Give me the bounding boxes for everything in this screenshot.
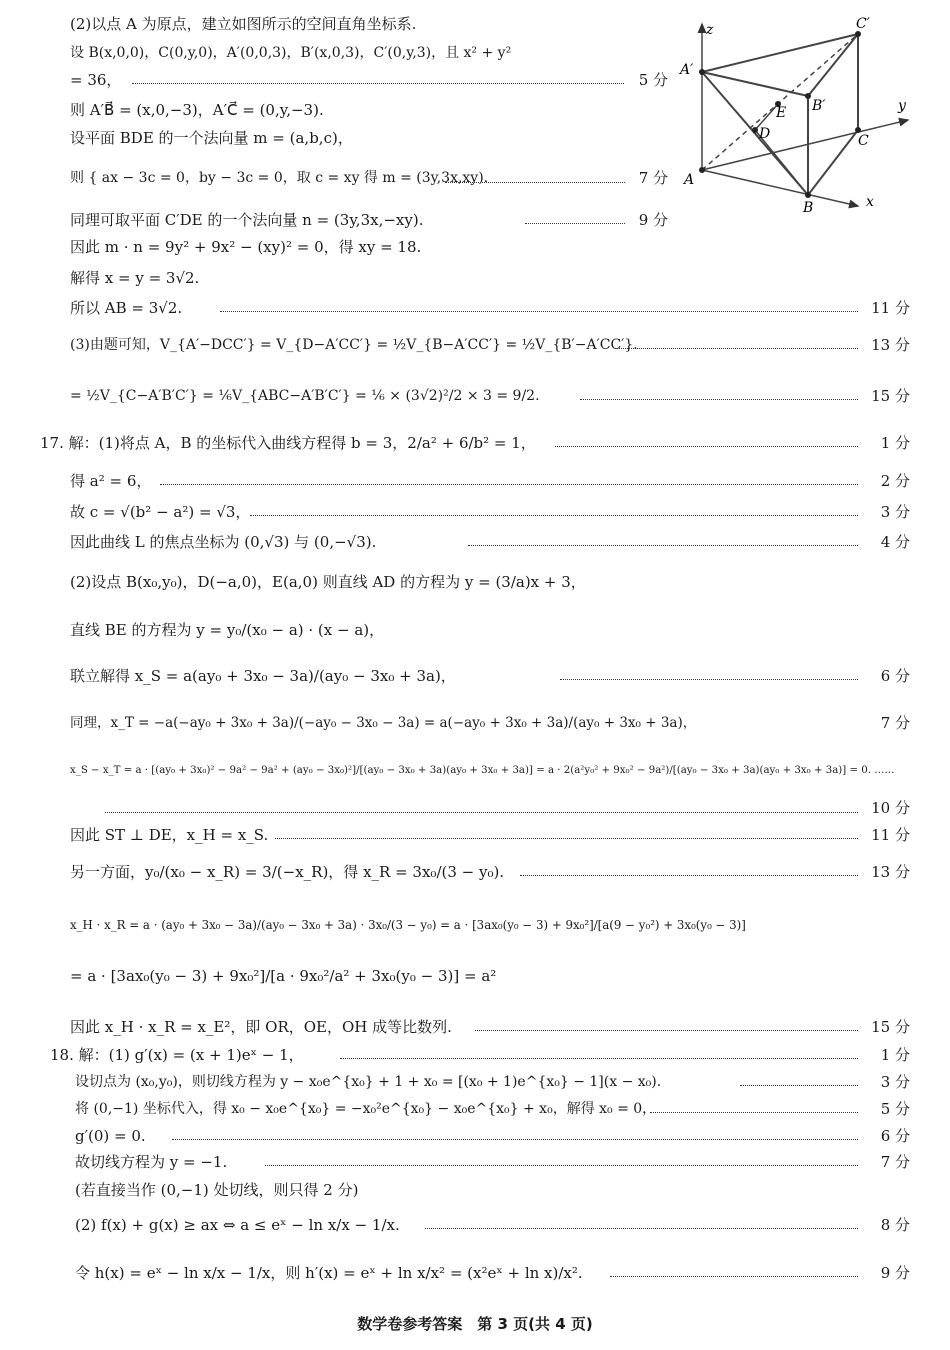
score-label: 9 分 xyxy=(880,1264,910,1282)
score-label: 13 分 xyxy=(871,336,910,354)
text-line: 同理可取平面 C′DE 的一个法向量 n = (3y,3x,−xy). xyxy=(70,211,424,229)
text-line: 将 (0,−1) 坐标代入，得 x₀ − x₀e^{x₀} = −x₀²e^{x₀} − x₀e^{x₀} + x₀，解得 x₀ = 0， xyxy=(75,1101,657,1117)
label-b: B xyxy=(803,200,814,216)
text-line: 另一方面，y₀/(x₀ − x_R) = 3/(−x_R)，得 x_R = 3x₀/(3 − y₀). xyxy=(70,863,505,881)
dot-leader xyxy=(475,1030,858,1031)
text-line: 解得 x = y = 3√2. xyxy=(70,269,200,287)
dot-leader xyxy=(220,311,858,312)
text-line: 直线 BE 的方程为 y = y₀/(x₀ − a) · (x − a)， xyxy=(70,621,385,639)
text-line: 联立解得 x_S = a(ay₀ + 3x₀ − 3a)/(ay₀ − 3x₀ + 3a)， xyxy=(70,667,456,685)
text-line: 设 B(x,0,0)，C(0,y,0)，A′(0,0,3)，B′(x,0,3)，C′(0,y,3)，且 x² + y² xyxy=(70,45,512,61)
geometry-figure xyxy=(670,12,930,217)
dot-leader xyxy=(740,1085,858,1086)
text-line: = ½V_{C−A′B′C′} = ⅙V_{ABC−A′B′C′} = ⅙ × (3√2)²/2 × 3 = 9/2. xyxy=(70,388,540,404)
text-line: (若直接当作 (0,−1) 处切线，则只得 2 分) xyxy=(75,1181,359,1199)
label-d: D xyxy=(759,126,771,142)
point-b xyxy=(805,192,811,198)
dot-leader xyxy=(445,182,625,183)
text-line: 令 h(x) = eˣ − ln x/x − 1/x，则 h′(x) = eˣ + ln x/x² = (x²eˣ + ln x)/x². xyxy=(75,1264,583,1282)
score-label: 3 分 xyxy=(880,1073,910,1091)
score-label: 7 分 xyxy=(880,714,910,732)
text-line: 同理，x_T = −a(−ay₀ + 3x₀ + 3a)/(−ay₀ − 3x₀ − 3a) = a(−ay₀ + 3x₀ + 3a)/(ay₀ + 3x₀ + 3a)， xyxy=(70,715,697,731)
label-z: z xyxy=(706,22,714,38)
edge-b-c xyxy=(808,130,858,195)
dot-leader xyxy=(615,348,858,349)
dot-leader xyxy=(580,399,858,400)
text-line: = 36， xyxy=(70,71,122,89)
score-label: 9 分 xyxy=(638,211,668,229)
score-label: 6 分 xyxy=(880,1127,910,1145)
dot-leader xyxy=(265,1165,858,1166)
text-line: 所以 AB = 3√2. xyxy=(70,299,183,317)
y-axis xyxy=(702,120,908,170)
text-line: 因此曲线 L 的焦点坐标为 (0,√3) 与 (0,−√3). xyxy=(70,533,377,551)
dot-leader xyxy=(172,1139,858,1140)
label-c1: C′ xyxy=(856,16,870,32)
page-footer: 数学卷参考答案 第 3 页(共 4 页) xyxy=(357,1315,593,1333)
point-b1 xyxy=(805,93,811,99)
dot-leader xyxy=(132,83,624,84)
text-line: (2)设点 B(x₀,y₀)，D(−a,0)，E(a,0) 则直线 AD 的方程为 y = (3/a)x + 3， xyxy=(70,573,586,591)
label-a: A xyxy=(684,172,695,188)
text-line: 设平面 BDE 的一个法向量 m = (a,b,c)， xyxy=(70,129,353,147)
text-line: (3)由题可知，V_{A′−DCC′} = V_{D−A′CC′} = ½V_{B−A′CC′} = ½V_{B′−A′CC′}. xyxy=(70,337,638,353)
score-label: 10 分 xyxy=(871,799,910,817)
text-line: 则 A′B⃗ = (x,0,−3)，A′C⃗ = (0,y,−3). xyxy=(70,101,324,119)
dot-leader xyxy=(555,446,858,447)
score-label: 7 分 xyxy=(638,169,668,187)
text-line: 因此 ST ⊥ DE，x_H = x_S. xyxy=(70,826,269,844)
score-label: 11 分 xyxy=(871,826,910,844)
dot-leader xyxy=(610,1276,858,1277)
score-label: 5 分 xyxy=(638,71,668,89)
dot-leader xyxy=(105,812,858,813)
score-label: 15 分 xyxy=(871,387,910,405)
dot-leader xyxy=(520,875,858,876)
dot-leader xyxy=(340,1058,858,1059)
score-label: 1 分 xyxy=(880,434,910,452)
text-line: x_H · x_R = a · (ay₀ + 3x₀ − 3a)/(ay₀ − 3x₀ + 3a) · 3x₀/(3 − y₀) = a · [3ax₀(y₀ − 3) + 9x₀²]/[a(9 − y₀²) + 3x₀(y₀ − 3)] xyxy=(70,918,746,932)
edge-b1-c1 xyxy=(808,34,858,96)
text-line: = a · [3ax₀(y₀ − 3) + 9x₀²]/[a · 9x₀²/a² + 3x₀(y₀ − 3)] = a² xyxy=(70,967,497,985)
score-label: 1 分 xyxy=(880,1046,910,1064)
text-line: 设切点为 (x₀,y₀)，则切线方程为 y − x₀e^{x₀} + 1 + x₀ = [(x₀ + 1)e^{x₀} − 1](x − x₀). xyxy=(75,1074,662,1090)
dot-leader xyxy=(525,223,625,224)
text-line: 故 c = √(b² − a²) = √3， xyxy=(70,503,251,521)
point-a xyxy=(699,167,705,173)
point-a1 xyxy=(699,69,705,75)
score-label: 15 分 xyxy=(871,1018,910,1036)
text-line: 故切线方程为 y = −1. xyxy=(75,1153,228,1171)
score-label: 3 分 xyxy=(880,503,910,521)
dot-leader xyxy=(160,484,858,485)
score-label: 5 分 xyxy=(880,1100,910,1118)
point-d xyxy=(752,127,758,133)
label-x: x xyxy=(866,194,874,210)
text-line: 则 { ax − 3c = 0，by − 3c = 0，取 c = xy 得 m = (3y,3x,xy). xyxy=(70,170,489,186)
label-e: E xyxy=(776,105,787,121)
label-c: C xyxy=(858,133,869,149)
dot-leader xyxy=(650,1112,858,1113)
score-label: 6 分 xyxy=(880,667,910,685)
score-label: 4 分 xyxy=(880,533,910,551)
score-label: 2 分 xyxy=(880,472,910,490)
text-line: x_S − x_T = a · [(ay₀ + 3x₀)² − 9a² − 9a² + (ay₀ − 3x₀)²]/[(ay₀ − 3x₀ + 3a)(ay₀ + 3x₀ + 3a)] = a · 2(a²y₀² + 9x₀² − 9a²)/[(ay₀ − 3x₀ + 3a)(ay₀ + 3x₀ + 3a)] = 0. …… xyxy=(70,765,895,776)
text-line: (2)以点 A 为原点，建立如图所示的空间直角坐标系. xyxy=(70,15,417,33)
text-line: 17. 解：(1)将点 A，B 的坐标代入曲线方程得 b = 3，2/a² + 6/b² = 1， xyxy=(40,434,536,452)
text-line: (2) f(x) + g(x) ≥ ax ⇔ a ≤ eˣ − ln x/x − 1/x. xyxy=(75,1216,400,1234)
text-line: 18. 解：(1) g′(x) = (x + 1)eˣ − 1， xyxy=(50,1046,304,1064)
label-y: y xyxy=(898,98,906,114)
score-label: 7 分 xyxy=(880,1153,910,1171)
dot-leader xyxy=(468,545,858,546)
text-line: 因此 m · n = 9y² + 9x² − (xy)² = 0，得 xy = 18. xyxy=(70,238,422,256)
score-label: 8 分 xyxy=(880,1216,910,1234)
edge-a1-c1 xyxy=(702,34,858,72)
label-a1: A′ xyxy=(680,62,694,78)
dot-leader xyxy=(560,679,858,680)
text-line: g′(0) = 0. xyxy=(75,1127,146,1145)
x-axis xyxy=(702,170,858,206)
text-line: 因此 x_H · x_R = x_E²，即 OR，OE，OH 成等比数列. xyxy=(70,1018,452,1036)
dot-leader xyxy=(275,838,858,839)
score-label: 13 分 xyxy=(871,863,910,881)
score-label: 11 分 xyxy=(871,299,910,317)
text-line: 得 a² = 6， xyxy=(70,472,152,490)
dot-leader xyxy=(250,515,858,516)
dot-leader xyxy=(425,1228,858,1229)
label-b1: B′ xyxy=(812,98,826,114)
